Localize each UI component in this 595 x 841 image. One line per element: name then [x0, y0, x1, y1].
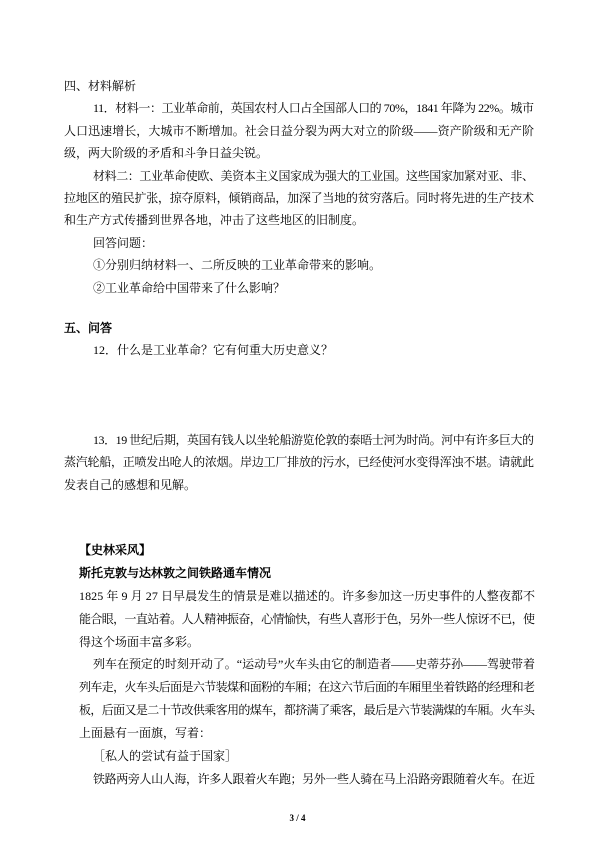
section-questions — [64, 317, 534, 362]
question-13 — [64, 429, 534, 496]
question-12: 12．什么是工业革命？它有何重大历史意义？ — [93, 343, 334, 358]
article-paragraph-1-line: 1825 年 9 月 27 日早晨发生的情景是难以描述的。许多参加这一历史事件的人整夜都不 — [79, 588, 536, 603]
banner-text: ［私人的尝试有益于国家］ — [93, 749, 238, 764]
article-paragraph-2-line: 上面悬有一面旗，写着： — [79, 726, 212, 741]
answer-prompt: 回答问题： — [93, 235, 154, 250]
material-2-line: 拉地区的殖民扩张，掠夺原料，倾销商品，加深了当地的贫穷落后。同时将先进的生产技术 — [64, 190, 534, 205]
article-paragraph-2-line: 列车在预定的时刻开动了。“运动号”火车头由它的制造者——史蒂芬孙——驾驶带着 — [93, 657, 535, 672]
article-paragraph-2-line: 板，后面又是二十节改供乘客用的煤车，都挤满了乘客，最后是六节装满煤的车厢。火车头 — [79, 703, 535, 718]
page-footer — [0, 812, 595, 824]
section-history-corner — [79, 539, 535, 791]
article-title: 斯托克敦与达林敦之间铁路通车情况 — [79, 565, 272, 580]
question-11-material-1-line: 11．材料一：工业革命前，英国农村人口占全国部人口的 70%，1841 年降为 22%。城市 — [93, 101, 534, 116]
question-13-line: 蒸汽轮船，正喷发出呛人的浓烟。岸边工厂排放的污水，已经使河水变得浑浊不堪。请就此 — [64, 455, 534, 470]
section-heading-material-analysis: 四、材料解析 — [64, 79, 137, 93]
history-corner-heading: 【史林采风】 — [79, 543, 152, 557]
material-2-line: 和生产方式传播到世界各地，冲击了这些地区的旧制度。 — [64, 213, 365, 228]
page-number: 3 / 4 — [289, 813, 306, 823]
sub-question-1: ①分别归纳材料一、二所反映的工业革命带来的影响。 — [93, 258, 382, 273]
article-paragraph-1-line: 能合眼，一直站着。人人精神振奋，心情愉快，有些人喜形于色，另外一些人惊讶不已，使 — [79, 611, 535, 626]
question-11-material-1-line: 人口迅速增长，大城市不断增加。社会日益分裂为两大对立的阶级——资产阶级和无产阶 — [64, 123, 535, 138]
article-paragraph-2-line: 列车走，火车头后面是六节装煤和面粉的车厢；在这六节后面的车厢里坐着铁路的经理和老 — [79, 680, 535, 695]
section-heading-questions: 五、问答 — [64, 321, 113, 335]
question-13-line: 13．19 世纪后期，英国有钱人以坐轮船游览伦敦的泰晤士河为时尚。河中有许多巨大的 — [93, 433, 534, 447]
sub-question-2: ②工业革命给中国带来了什么影响？ — [93, 280, 286, 295]
material-2-line: 材料二：工业革命使欧、美资本主义国家成为强大的工业国。这些国家加紧对亚、非、 — [93, 168, 534, 183]
question-13-line: 发表自己的感想和见解。 — [64, 477, 197, 492]
question-11-material-1-line: 级，两大阶级的矛盾和斗争日益尖锐。 — [64, 146, 269, 161]
article-paragraph-1-line: 得这个场面丰富多彩。 — [79, 634, 200, 649]
section-material-analysis — [64, 75, 534, 299]
article-paragraph-3-line: 铁路两旁人山人海，许多人跟着火车跑；另外一些人骑在马上沿路旁跟随着火车。在近 — [93, 771, 535, 786]
